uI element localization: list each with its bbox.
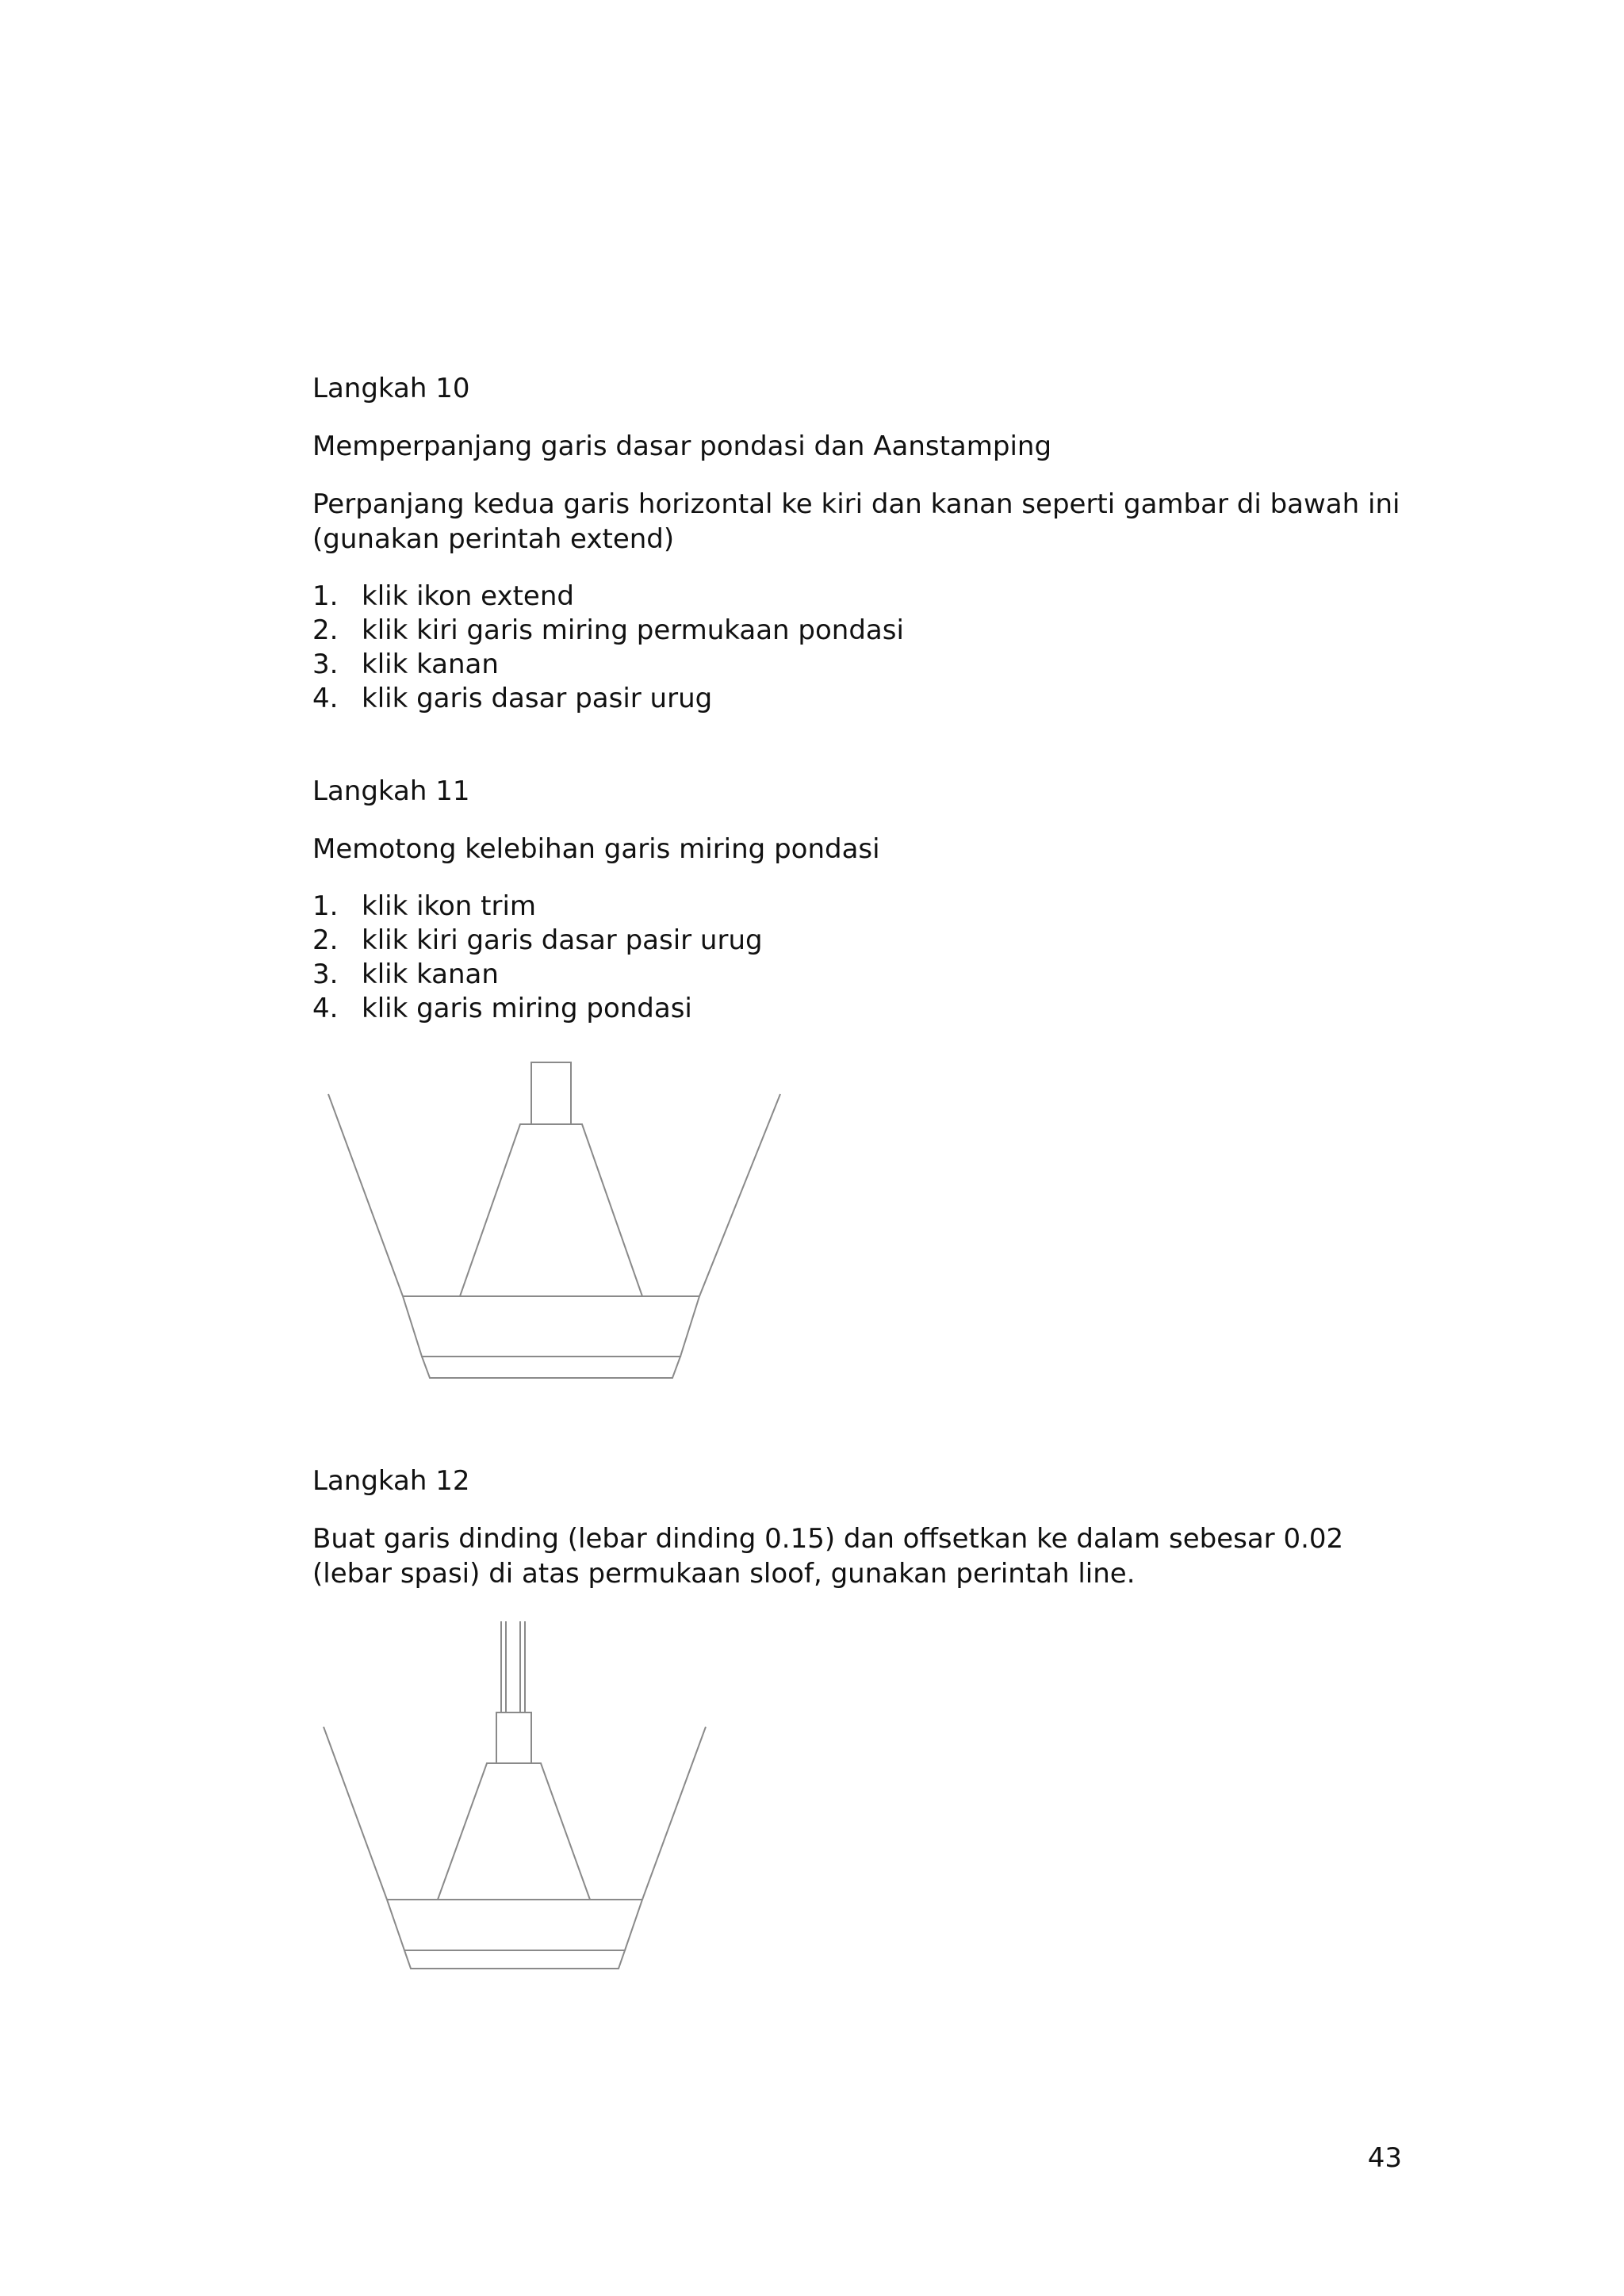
foundation-drawing-step11 — [301, 1054, 809, 1395]
step11-heading: Langkah 11 — [312, 775, 470, 807]
list-number: 4. — [312, 683, 339, 714]
foundation-trapezoid — [438, 1763, 590, 1900]
list-item — [312, 992, 763, 1026]
column-stub — [531, 1062, 571, 1124]
list-item — [312, 682, 904, 716]
sand-layer — [404, 1950, 625, 1969]
step10-description: Perpanjang kedua garis horizontal ke kiri dan kanan seperti gambar di bawah ini (gunakan perintah extend) — [312, 488, 1400, 555]
list-item — [312, 614, 904, 648]
list-text: klik ikon trim — [362, 890, 537, 922]
list-item — [312, 580, 904, 614]
list-number: 1. — [312, 580, 339, 612]
list-item — [312, 958, 763, 992]
list-text: klik kanan — [362, 649, 499, 680]
list-item — [312, 890, 763, 924]
list-number: 2. — [312, 924, 339, 956]
foundation-trapezoid — [460, 1124, 642, 1296]
step12-heading: Langkah 12 — [312, 1465, 470, 1497]
excavation-left-line — [324, 1727, 387, 1900]
list-number: 3. — [312, 649, 339, 680]
page-number: 43 — [1367, 2142, 1402, 2174]
step10-title: Memperpanjang garis dasar pondasi dan Aanstamping — [312, 430, 1052, 462]
list-text: klik kanan — [362, 959, 499, 990]
list-text: klik garis miring pondasi — [362, 993, 692, 1024]
list-item — [312, 924, 763, 958]
step10-heading: Langkah 10 — [312, 373, 470, 404]
step11-title: Memotong kelebihan garis miring pondasi — [312, 833, 880, 865]
excavation-right-line — [699, 1094, 780, 1296]
footing-slab — [403, 1296, 699, 1357]
list-number: 2. — [312, 614, 339, 646]
step10-list — [312, 580, 904, 716]
step11-list — [312, 890, 763, 1026]
column-stub — [496, 1712, 531, 1763]
footing-slab — [387, 1900, 642, 1950]
list-item — [312, 648, 904, 682]
list-text: klik kiri garis dasar pasir urug — [362, 924, 763, 956]
sand-layer — [422, 1357, 680, 1378]
list-text: klik kiri garis miring permukaan pondasi — [362, 614, 904, 646]
step12-description: Buat garis dinding (lebar dinding 0.15) dan offsetkan ke dalam sebesar 0.02 (lebar spasi) di atas permukaan sloof, gunakan perintah line. — [312, 1523, 1344, 1590]
foundation-drawing-step12 — [301, 1617, 730, 1982]
excavation-left-line — [328, 1094, 403, 1296]
list-number: 1. — [312, 890, 339, 922]
list-number: 3. — [312, 959, 339, 990]
excavation-right-line — [642, 1727, 706, 1900]
list-number: 4. — [312, 993, 339, 1024]
list-text: klik garis dasar pasir urug — [362, 683, 713, 714]
list-text: klik ikon extend — [362, 580, 574, 612]
